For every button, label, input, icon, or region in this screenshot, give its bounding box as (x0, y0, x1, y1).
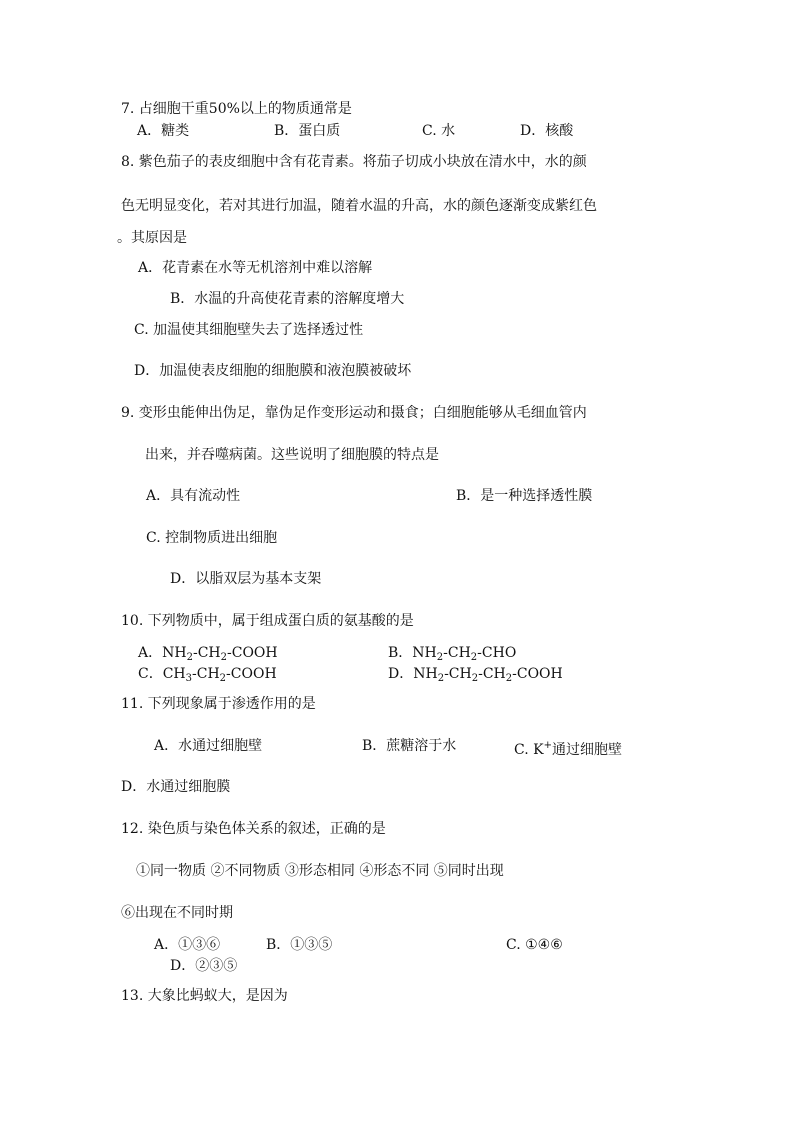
q11-option-c (514, 736, 622, 760)
q11-option-b: B．蔗糖溶于水 (362, 738, 457, 754)
q10-c-label: C． (138, 666, 163, 682)
q10-d-sub: 2 (471, 673, 479, 684)
q7-option-c: C. 水 (422, 123, 456, 139)
q8-option-a: A．花青素在水等无机溶剂中难以溶解 (138, 260, 373, 276)
q11-option-d: D．水通过细胞膜 (121, 779, 231, 795)
question-8-line-2: 色无明显变化，若对其进行加温，随着水温的升高，水的颜色逐渐变成紫红色 (121, 198, 597, 214)
q12-option-c: C. ①④⑥ (506, 937, 563, 953)
q10-c-part: -COOH (226, 666, 277, 682)
q10-d-part: -CH (444, 666, 472, 682)
q10-a-part: NH (162, 645, 187, 661)
q9-option-a: A．具有流动性 (146, 488, 241, 504)
question-8-line-3: 。其原因是 (117, 230, 187, 246)
question-9-line-1: 9. 变形虫能伸出伪足，靠伪足作变形运动和摄食；白细胞能够从毛细血管内 (121, 405, 587, 421)
question-12-items-line-2: ⑥出现在不同时期 (121, 905, 233, 921)
question-7-stem: 7. 占细胞干重50%以上的物质通常是 (121, 101, 352, 117)
q10-a-label: A． (138, 645, 163, 661)
question-12-stem: 12. 染色质与染色体关系的叙述，正确的是 (121, 821, 386, 837)
question-13-stem: 13. 大象比蚂蚁大，是因为 (121, 988, 288, 1004)
q8-option-b: B．水温的升高使花青素的溶解度增大 (170, 291, 405, 307)
q12-option-a: A．①③⑥ (154, 937, 221, 953)
question-8-line-1: 8. 紫色茄子的表皮细胞中含有花青素。将茄子切成小块放在清水中，水的颜 (121, 154, 587, 170)
q10-a-sub: 2 (186, 652, 193, 663)
q11-option-a: A．水通过细胞壁 (154, 738, 263, 754)
q8-option-d: D．加温使表皮细胞的细胞膜和液泡膜被破坏 (134, 363, 412, 379)
q10-b-part: -CH (443, 645, 471, 661)
q12-option-b: B．①③⑤ (266, 937, 333, 953)
q8-option-c: C. 加温使其细胞壁失去了选择透过性 (134, 322, 364, 338)
q9-option-b: B．是一种选择透性膜 (456, 488, 593, 504)
q7-option-a: A．糖类 (137, 123, 190, 139)
q10-option-d (388, 664, 563, 689)
q9-option-d: D．以脂双层为基本支架 (170, 571, 322, 587)
q10-d-part: -COOH (512, 666, 563, 682)
q10-b-sub: 2 (470, 652, 478, 663)
question-11-stem: 11. 下列现象属于渗透作用的是 (121, 696, 316, 712)
q10-a-part: -COOH (227, 645, 278, 661)
q10-a-sub: 2 (220, 652, 227, 663)
q10-d-part: -CH (478, 666, 506, 682)
q12-option-d: D．②③⑤ (170, 958, 238, 974)
q10-d-sub: 2 (437, 673, 445, 684)
q11-c-post: 通过细胞壁 (551, 742, 622, 758)
q10-d-sub: 2 (505, 673, 513, 684)
q10-b-sub: 2 (436, 652, 444, 663)
q11-c-sup: + (543, 740, 552, 751)
q9-option-c: C. 控制物质进出细胞 (146, 530, 278, 546)
q7-option-b: B．蛋白质 (274, 123, 341, 139)
question-9-line-2: 出来，并吞噬病菌。这些说明了细胞膜的特点是 (145, 447, 439, 463)
q10-a-part: -CH (192, 645, 221, 661)
q10-option-c (138, 664, 277, 689)
q10-c-sub: 3 (185, 673, 193, 684)
q10-c-sub: 2 (219, 673, 227, 684)
q11-c-pre: C. K (514, 742, 544, 758)
q10-c-part: -CH (192, 666, 220, 682)
q10-d-label: D． (388, 666, 414, 682)
q7-option-d: D．核酸 (520, 123, 574, 139)
q10-c-part: CH (162, 666, 186, 682)
question-12-items-line-1: ①同一物质 ②不同物质 ③形态相同 ④形态不同 ⑤同时出现 (136, 863, 504, 879)
q10-b-part: NH (412, 645, 437, 661)
q10-b-label: B． (388, 645, 413, 661)
q10-b-part: -CHO (477, 645, 517, 661)
question-10-stem: 10. 下列物质中，属于组成蛋白质的氨基酸的是 (121, 613, 414, 629)
q10-d-part: NH (413, 666, 438, 682)
